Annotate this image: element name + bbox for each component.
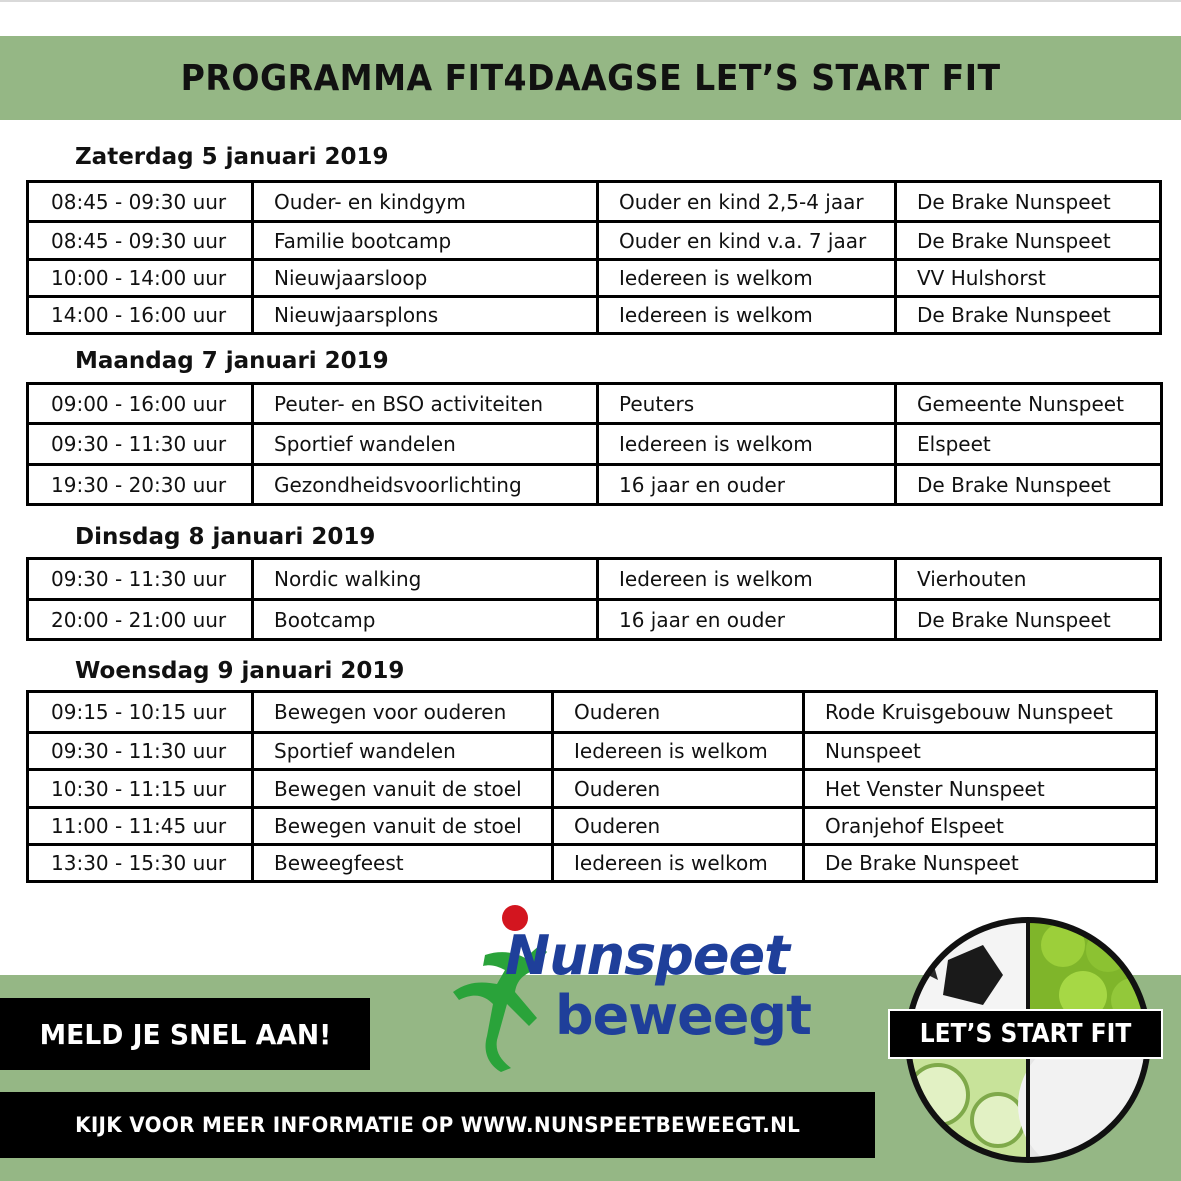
audience-cell: Ouder en kind 2,5-4 jaar — [598, 182, 896, 222]
table-row — [28, 692, 1157, 733]
location-cell: VV Hulshorst — [896, 260, 1161, 297]
audience-cell: 16 jaar en ouder — [598, 465, 896, 505]
location-cell: De Brake Nunspeet — [896, 222, 1161, 260]
header-band — [0, 36, 1181, 120]
time-cell: 10:00 - 14:00 uur — [28, 260, 253, 297]
day-title-saturday: Zaterdag 5 januari 2019 — [75, 144, 389, 170]
info-banner — [0, 1092, 875, 1158]
time-cell: 09:15 - 10:15 uur — [28, 692, 253, 733]
activity-cell: Nordic walking — [253, 559, 598, 600]
time-cell: 08:45 - 09:30 uur — [28, 182, 253, 222]
audience-cell: Iedereen is welkom — [598, 297, 896, 334]
table-row — [28, 808, 1157, 845]
audience-cell: Iedereen is welkom — [598, 260, 896, 297]
activity-cell: Bewegen vanuit de stoel — [253, 770, 553, 808]
logo-text-nunspeet: Nunspeet — [505, 924, 789, 987]
time-cell: 10:30 - 11:15 uur — [28, 770, 253, 808]
page-title: PROGRAMMA FIT4DAAGSE LET’S START FIT — [180, 57, 1001, 99]
time-cell: 19:30 - 20:30 uur — [28, 465, 253, 505]
location-cell: De Brake Nunspeet — [804, 845, 1157, 882]
table-row — [28, 600, 1161, 640]
audience-cell: Iedereen is welkom — [553, 733, 804, 770]
location-cell: Gemeente Nunspeet — [896, 384, 1162, 424]
table-row — [28, 222, 1161, 260]
badge-label-text: LET’S START FIT — [919, 1019, 1132, 1049]
time-cell: 09:30 - 11:30 uur — [28, 424, 253, 465]
audience-cell: Ouder en kind v.a. 7 jaar — [598, 222, 896, 260]
location-cell: De Brake Nunspeet — [896, 182, 1161, 222]
signup-banner-text: MELD JE SNEL AAN! — [39, 1017, 331, 1051]
activity-cell: Bewegen voor ouderen — [253, 692, 553, 733]
table-row — [28, 559, 1161, 600]
location-cell: Nunspeet — [804, 733, 1157, 770]
time-cell: 09:30 - 11:30 uur — [28, 733, 253, 770]
activity-cell: Sportief wandelen — [253, 733, 553, 770]
location-cell: Oranjehof Elspeet — [804, 808, 1157, 845]
location-cell: Vierhouten — [896, 559, 1161, 600]
time-cell: 09:30 - 11:30 uur — [28, 559, 253, 600]
location-cell: De Brake Nunspeet — [896, 465, 1162, 505]
activity-cell: Familie bootcamp — [253, 222, 598, 260]
activity-cell: Bootcamp — [253, 600, 598, 640]
activity-cell: Nieuwjaarsloop — [253, 260, 598, 297]
schedule-table-tuesday — [26, 557, 1162, 641]
activity-cell: Bewegen vanuit de stoel — [253, 808, 553, 845]
activity-cell: Beweegfeest — [253, 845, 553, 882]
table-row — [28, 424, 1162, 465]
time-cell: 14:00 - 16:00 uur — [28, 297, 253, 334]
activity-cell: Peuter- en BSO activiteiten — [253, 384, 598, 424]
table-row — [28, 384, 1162, 424]
activity-cell: Ouder- en kindgym — [253, 182, 598, 222]
activity-cell: Gezondheidsvoorlichting — [253, 465, 598, 505]
info-banner-text: KIJK VOOR MEER INFORMATIE OP WWW.NUNSPEETBEWEEGT.NL — [74, 1113, 801, 1137]
audience-cell: Ouderen — [553, 770, 804, 808]
audience-cell: Iedereen is welkom — [598, 424, 896, 465]
location-cell: De Brake Nunspeet — [896, 297, 1161, 334]
table-row — [28, 733, 1157, 770]
audience-cell: Iedereen is welkom — [553, 845, 804, 882]
schedule-table-monday — [26, 382, 1163, 506]
time-cell: 08:45 - 09:30 uur — [28, 222, 253, 260]
signup-banner — [0, 998, 370, 1070]
day-title-wednesday: Woensdag 9 januari 2019 — [75, 658, 405, 684]
audience-cell: Ouderen — [553, 808, 804, 845]
location-cell: Het Venster Nunspeet — [804, 770, 1157, 808]
activity-cell: Sportief wandelen — [253, 424, 598, 465]
time-cell: 20:00 - 21:00 uur — [28, 600, 253, 640]
nunspeet-beweegt-logo — [445, 900, 825, 1080]
table-row — [28, 260, 1161, 297]
day-title-monday: Maandag 7 januari 2019 — [75, 348, 389, 374]
audience-cell: Iedereen is welkom — [598, 559, 896, 600]
audience-cell: 16 jaar en ouder — [598, 600, 896, 640]
location-cell: De Brake Nunspeet — [896, 600, 1161, 640]
time-cell: 11:00 - 11:45 uur — [28, 808, 253, 845]
table-row — [28, 182, 1161, 222]
schedule-table-wednesday — [26, 690, 1158, 883]
lets-start-fit-badge — [888, 905, 1168, 1175]
activity-cell: Nieuwjaarsplons — [253, 297, 598, 334]
location-cell: Rode Kruisgebouw Nunspeet — [804, 692, 1157, 733]
table-row — [28, 770, 1157, 808]
time-cell: 13:30 - 15:30 uur — [28, 845, 253, 882]
location-cell: Elspeet — [896, 424, 1162, 465]
day-title-tuesday: Dinsdag 8 januari 2019 — [75, 524, 376, 550]
audience-cell: Peuters — [598, 384, 896, 424]
top-divider — [0, 0, 1181, 2]
audience-cell: Ouderen — [553, 692, 804, 733]
schedule-table-saturday — [26, 180, 1162, 335]
table-row — [28, 297, 1161, 334]
time-cell: 09:00 - 16:00 uur — [28, 384, 253, 424]
table-row — [28, 845, 1157, 882]
logo-text-beweegt: beweegt — [555, 984, 811, 1047]
badge-label — [888, 1009, 1163, 1059]
table-row — [28, 465, 1162, 505]
